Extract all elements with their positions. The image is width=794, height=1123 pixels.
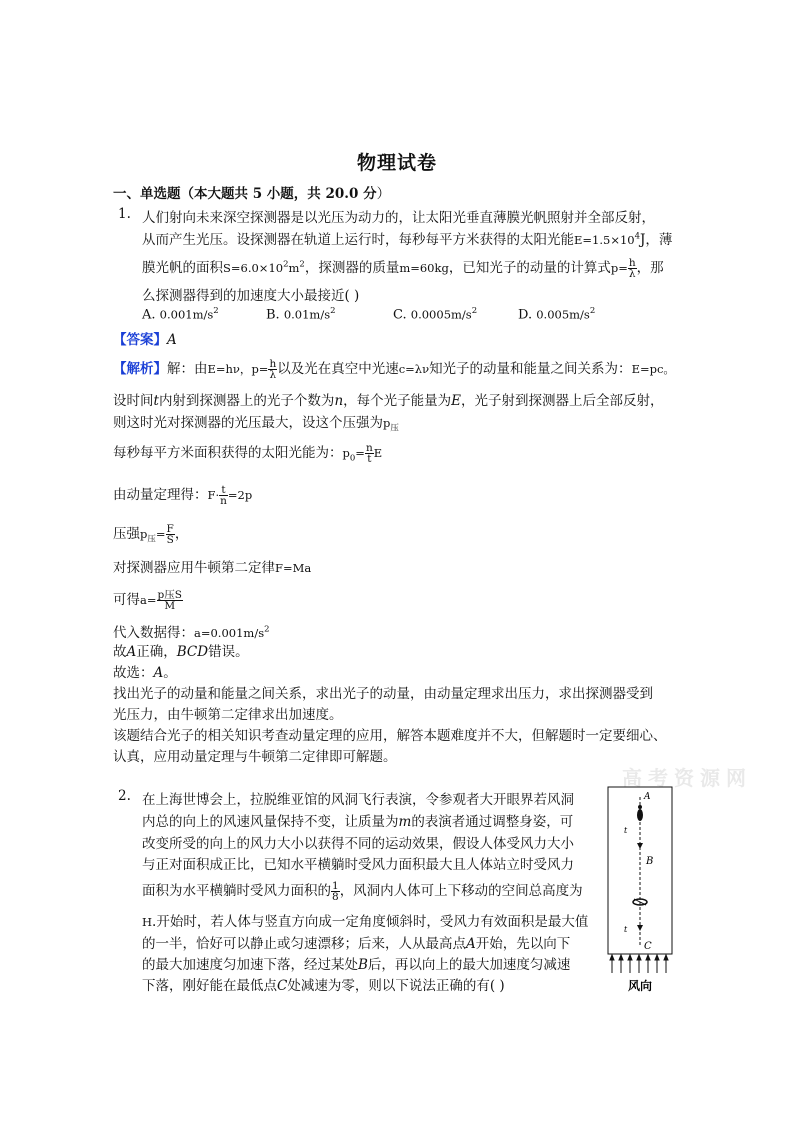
question-1-line-3: 膜光帆的面积$S=6.0\times 10^2m^2$，探测器的质量m=60kg，已知光子的动量的计算式p= $\frac{h}{\lambda}$ ，那: [142, 257, 664, 280]
section-heading: 一、单选题（本大题共 5 小题，共 20.0 分）: [113, 186, 391, 202]
analysis-line-2: 设时间t内射到探测器上的光子个数为n，每个光子能量为E，光子射到探测器上后全部反射，: [113, 393, 664, 409]
analysis-acceleration: 可得a= $\frac{\text{p压S}}{M}$: [113, 589, 182, 612]
page-title: 物理试卷: [356, 152, 437, 174]
option-d[interactable]: D. $0.005m/s^2$: [518, 306, 596, 323]
question-2-line-4: 与正对面积成正比，已知水平横躺时受风力面积最大且人体站立时受风力: [142, 857, 574, 873]
question-2-line-6: H.开始时，若人体与竖直方向成一定角度倾斜时，受风力有效面积是最大值: [142, 914, 589, 930]
performer-upright-icon: [637, 805, 643, 821]
question-1-line-2: 从而产生光压。设探测器在轨道上运行时，每秒每平方米获得的太阳光能$E=1.5\times 10^4J$，薄: [142, 231, 673, 248]
analysis-conclusion-2: 故选：A。: [113, 665, 177, 681]
question-2-line-1: 在上海世博会上，拉脱维亚馆的风洞飞行表演，令参观者大开眼界若风洞: [142, 792, 574, 808]
question-1-line-4: 么探测器得到的加速度大小最接近( ): [142, 288, 360, 304]
question-2-line-3: 改变所受的向上的风力大小以获得不同的运动效果，假设人体受风力大小: [142, 836, 574, 852]
answer-line: [113, 328, 177, 348]
summary-line-4: 认真，应用动量定理与牛顿第二定律即可解题。: [113, 749, 397, 765]
option-c[interactable]: C. $0.0005m/s^2$: [393, 306, 478, 323]
analysis-newton: 对探测器应用牛顿第二定律F=Ma: [113, 560, 312, 576]
watermark: 高考资源网: [622, 766, 752, 790]
answer-value: A: [167, 332, 177, 348]
downward-arrow-1: [637, 843, 643, 849]
option-b[interactable]: B. $0.01m/s^2$: [266, 306, 336, 323]
question-1-line-1: 人们射向未来深空探测器是以光压为动力的，让太阳光垂直薄膜光帆照射并全部反射，: [142, 210, 655, 226]
analysis-line-1: 【解析】解：由E=hν，p= $\frac{h}{\lambda}$ 以及光在真空中光速c=λν知光子的动量和能量之间关系为：E=pc。: [113, 358, 675, 381]
analysis-substitution: 代入数据得：$a=0.001m/s^2$: [113, 624, 270, 641]
momentum-fraction: $\frac{h}{\lambda}$: [628, 257, 636, 280]
analysis-pressure: 压强$p_压=$ $\frac{F}{S}$ ，: [113, 523, 189, 546]
label-t-upper: t: [624, 826, 628, 835]
analysis-conclusion-1: 故A正确，BCD错误。: [113, 644, 249, 660]
summary-line-3: 该题结合光子的相关知识考查动量定理的应用，解答本题难度并不大，但解题时一定要细心、: [113, 728, 667, 744]
summary-line-2: 光压力，由牛顿第二定律求出加速度。: [113, 707, 343, 723]
question-2-line-5: 面积为水平横躺时受风力面积的 $\frac{1}{8}$ ，风洞内人体可上下移动的空间总高度为: [142, 880, 583, 903]
wind-direction-caption: 风向: [628, 979, 653, 993]
analysis-momentum-theorem: 由动量定理得：F· $\frac{t}{n}$ =2p: [113, 484, 253, 507]
label-b: B: [646, 856, 654, 867]
question-1-number: 1.: [118, 206, 131, 222]
wind-tunnel-figure: [600, 785, 680, 995]
question-2-line-7: 的一半，恰好可以静止或匀速漂移；后来，人从最高点A开始，先以向下: [142, 936, 571, 952]
question-2-line-9: 下落，刚好能在最低点C处减速为零，则以下说法正确的有( ): [142, 978, 505, 994]
analysis-solar-energy: 每秒每平方米面积获得的太阳光能为：$p_0=$ $\frac{n}{t}$ E: [113, 442, 383, 465]
question-2-line-8: 的最大加速度匀加速下落，经过某处B后，再以向上的最大加速度匀减速: [142, 957, 571, 973]
label-c: C: [644, 941, 652, 952]
answer-tag: 【答案】: [113, 332, 167, 348]
summary-line-1: 找出光子的动量和能量之间关系，求出光子的动量，由动量定理求出压力，求出探测器受到: [113, 686, 653, 702]
downward-arrow-2: [637, 925, 643, 931]
option-a[interactable]: A. $0.001m/s^2$: [142, 306, 219, 323]
analysis-tag: 【解析】: [113, 361, 167, 377]
question-2-line-2: 内总的向上的风速风量保持不变，让质量为m的表演者通过调整身姿，可: [142, 814, 574, 830]
question-2-number: 2.: [118, 788, 131, 804]
label-t-lower: t: [624, 925, 628, 934]
label-a: A: [644, 792, 651, 802]
wind-direction-arrows: [610, 955, 668, 973]
analysis-line-3: 则这时光对探测器的光压最大，设这个压强为$p_压$: [113, 415, 399, 434]
